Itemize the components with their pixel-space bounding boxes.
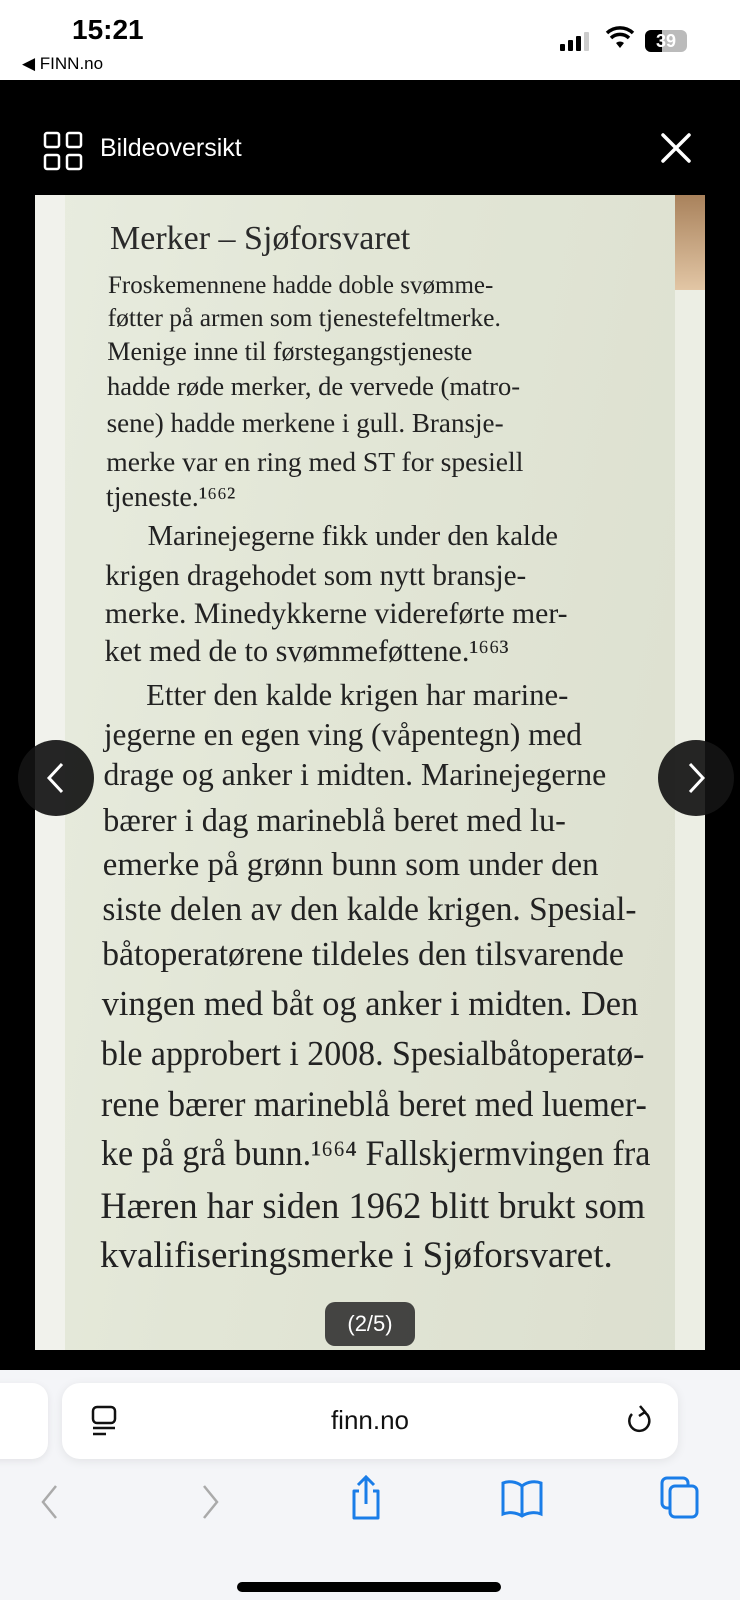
back-to-app-link[interactable]: ◀ FINN.no bbox=[22, 54, 104, 73]
book-text-line: ble approbert i 2008. Spesialbåtoperatø- bbox=[101, 1034, 645, 1074]
book-text-line: Etter den kalde krigen har marine- bbox=[146, 677, 569, 712]
book-text-line: Marinejegerne fikk under den kalde bbox=[147, 519, 558, 552]
book-text-line: kvalifiseringsmerke i Sjøforsvaret. bbox=[100, 1234, 613, 1276]
forward-icon[interactable] bbox=[198, 1482, 222, 1522]
book-text-line: hadde røde merker, de vervede (matro- bbox=[106, 371, 521, 402]
book-text-line: drage og anker i midten. Marinejegerne bbox=[103, 756, 607, 792]
tabs-icon[interactable] bbox=[660, 1476, 700, 1520]
book-text-line: føtter på armen som tjenestefeltmerke. bbox=[107, 303, 501, 333]
book-page-photo bbox=[35, 195, 705, 1350]
book-text-line: vingen med båt og anker i midten. Den bbox=[101, 984, 639, 1023]
cellular-signal-icon bbox=[560, 32, 589, 51]
book-text-line: Froskemennene hadde doble svømme- bbox=[108, 271, 494, 299]
book-text-line: siste delen av den kalde krigen. Spesial- bbox=[102, 890, 637, 928]
share-icon[interactable] bbox=[348, 1474, 384, 1522]
book-text-line: båtoperatørene tildeles den tilsvarende bbox=[102, 936, 624, 974]
previous-image-button[interactable] bbox=[18, 740, 94, 816]
reload-icon[interactable] bbox=[624, 1403, 654, 1437]
book-text-line: ket med de to svømmeføttene.¹⁶⁶³ bbox=[104, 634, 509, 669]
image-overview-title[interactable]: Bildeoversikt bbox=[100, 134, 242, 162]
battery-icon bbox=[645, 30, 687, 52]
clock: 15:21 bbox=[72, 14, 144, 45]
book-text-line: rene bærer marineblå beret med luemer- bbox=[101, 1083, 647, 1124]
chevron-left-icon bbox=[44, 760, 68, 796]
book-text-line: Menige inne til førstegangstjeneste bbox=[107, 336, 473, 366]
bookmarks-icon[interactable] bbox=[500, 1478, 544, 1518]
close-icon[interactable] bbox=[660, 132, 692, 164]
image-counter: (2/5) bbox=[325, 1302, 415, 1346]
wifi-icon bbox=[605, 26, 635, 50]
book-text-line: tjeneste.¹⁶⁶² bbox=[105, 482, 236, 514]
battery-level: 39 bbox=[655, 31, 677, 51]
book-text-line: bærer i dag marineblå beret med lu- bbox=[103, 801, 566, 838]
back-icon[interactable] bbox=[38, 1482, 62, 1522]
book-text-line: ke på grå bunn.¹⁶⁶⁴ Fallskjermvingen fra bbox=[100, 1133, 651, 1174]
home-indicator bbox=[237, 1582, 501, 1592]
browser-toolbar bbox=[0, 1370, 740, 1600]
previous-tab[interactable] bbox=[0, 1383, 48, 1459]
book-text-line: merke. Minedykkerne videreførte mer- bbox=[104, 597, 568, 630]
status-bar bbox=[0, 0, 740, 80]
url-text[interactable]: finn.no bbox=[330, 1405, 410, 1435]
next-image-button[interactable] bbox=[658, 740, 734, 816]
chevron-right-icon bbox=[684, 760, 708, 796]
book-text-line: sene) hadde merkene i gull. Bransje- bbox=[106, 407, 504, 438]
book-text-line: merke var en ring med ST for spesiell bbox=[106, 445, 524, 477]
book-text-line: jegerne en egen ving (våpentegn) med bbox=[103, 717, 582, 753]
book-text-line: emerke på grønn bunn som under den bbox=[102, 847, 599, 884]
address-bar[interactable] bbox=[62, 1383, 678, 1459]
book-text-line: krigen dragehodet som nytt bransje- bbox=[105, 560, 527, 593]
page-heading: Merker – Sjøforsvaret bbox=[110, 220, 411, 257]
book-text-line: Hæren har siden 1962 blitt brukt som bbox=[100, 1185, 646, 1226]
grid-icon[interactable] bbox=[43, 131, 83, 171]
